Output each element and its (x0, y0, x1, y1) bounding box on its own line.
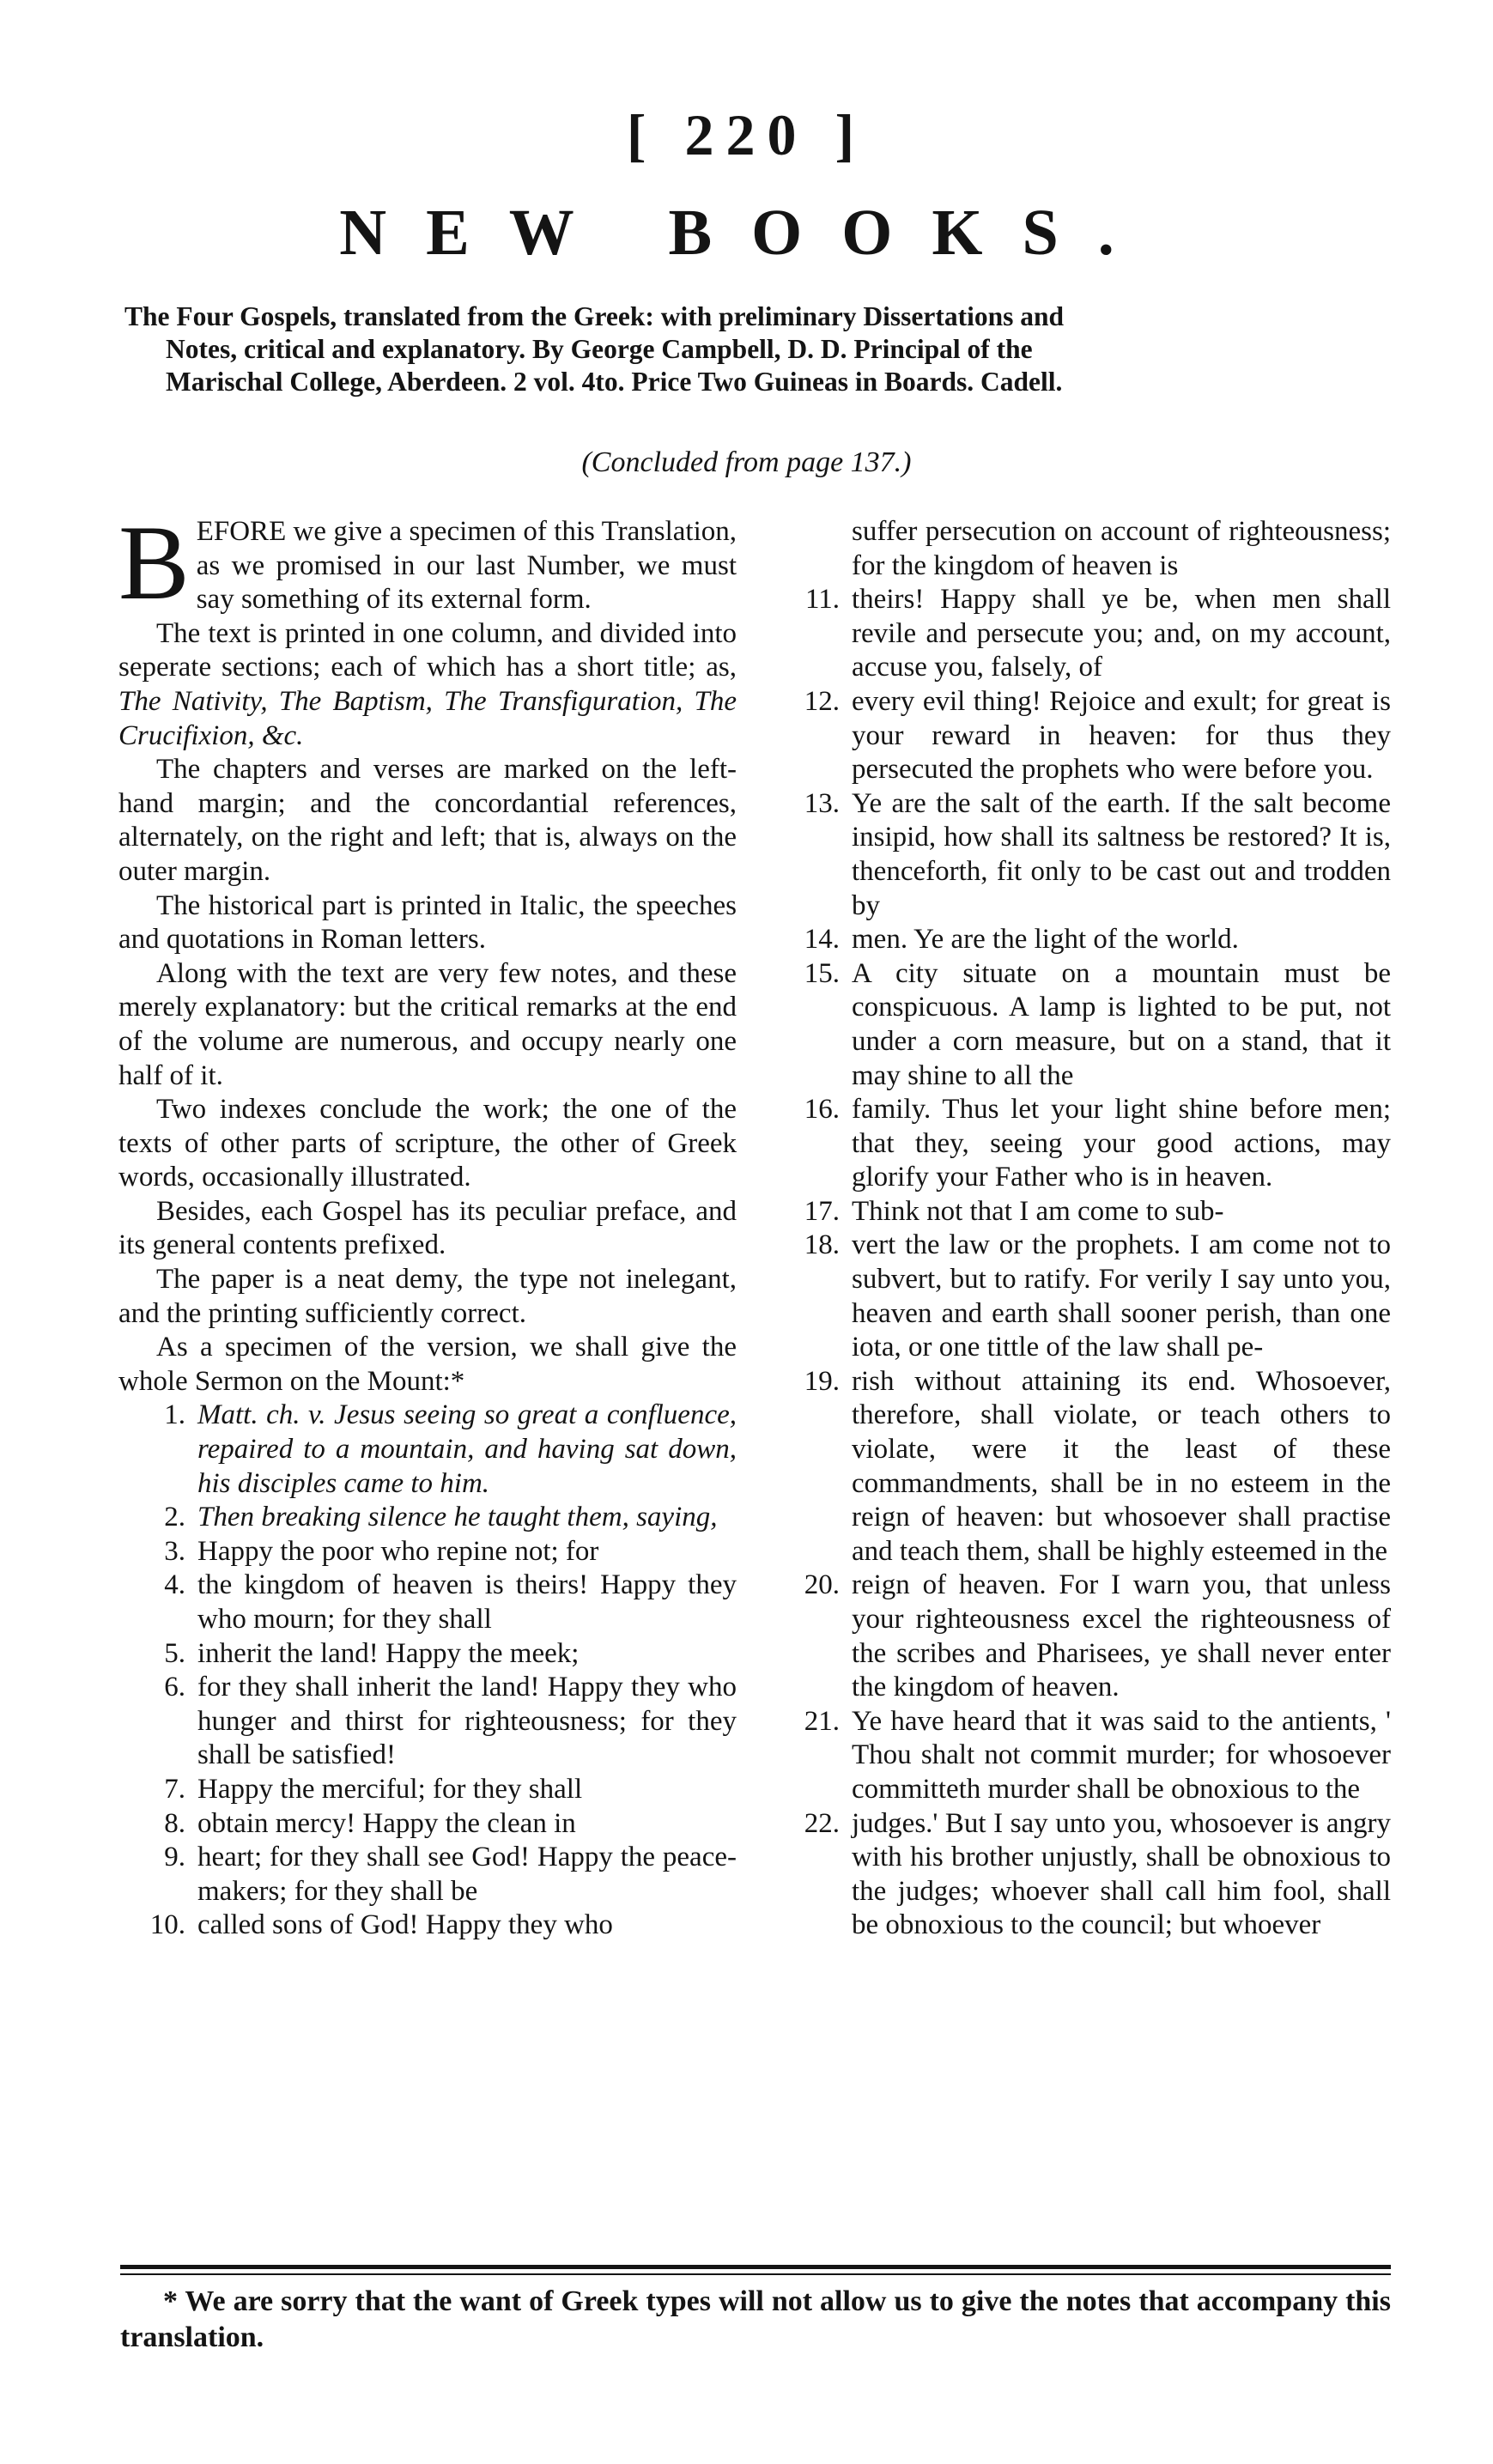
verse-number: 19. (804, 1365, 840, 1397)
paragraph-italic: The historical part is printed in Italic, the speeches and quotations in Roman letters. (118, 889, 737, 956)
book-entry (124, 300, 1391, 398)
verse-number: 11. (804, 584, 840, 616)
verse-text: Ye have heard that it was said to the antients, ' Thou shalt not commit murder; for whosoever committeth murder shall be obnoxious to the (852, 1705, 1391, 1805)
footnote (120, 2284, 1391, 2356)
paragraph-paper: The paper is a neat demy, the type not inelegant, and the printing sufficiently correct. (118, 1264, 737, 1329)
verse-number: 10. (149, 1909, 185, 1941)
verse-row (118, 1501, 737, 1535)
verse-text: men. Ye are the light of the world. (852, 924, 1239, 956)
paragraph-indexes: Two indexes conclude the work; the one of the texts of other parts of scripture, the other of Greek words, occasionally illustrated. (118, 1094, 737, 1193)
verse-row (773, 685, 1391, 787)
verse-text: Ye are the salt of the earth. If the salt become insipid, how shall its saltness be restored? It is, thenceforth, fit only to be cast out and trodden by (852, 787, 1391, 921)
verse-row (118, 1841, 737, 1909)
verse-text: vert the law or the prophets. I am come not to subvert, but to ratify. For verily I say unto you, heaven and earth shall sooner perish, than one iota, or one tittle of the law shall pe- (852, 1229, 1391, 1363)
verse-text: family. Thus let your light shine before men; that they, seeing your good actions, may glorify your Father who is in heaven. (852, 1094, 1391, 1193)
verse-row (773, 1365, 1391, 1569)
verse-number: 12. (804, 685, 840, 717)
verse-text: Happy the poor who repine not; for (197, 1535, 599, 1567)
verse-number: 4. (164, 1569, 185, 1601)
page-title: NEW BOOKS. (339, 197, 1154, 269)
verse-row (773, 1569, 1391, 1704)
verse-row (118, 1671, 737, 1773)
concluded-note: (Concluded from page 137.) (581, 446, 912, 478)
verse-text: judges.' But I say unto you, whosoever is angry with his brother unjustly, shall be obnoxious to the judges; whoever shall call him fool, shall be obnoxious to the council; but whoever (852, 1807, 1391, 1941)
verse-number: 6. (164, 1672, 185, 1703)
verse-row (773, 923, 1391, 957)
verse-text: called sons of God! Happy they who (197, 1909, 613, 1941)
verse-text: Think not that I am come to sub- (852, 1195, 1224, 1227)
left-column (118, 504, 737, 1943)
book-entry-line-1: The Four Gospels, translated from the Greek: with preliminary Dissertations and (124, 301, 1065, 331)
verse-text: reign of heaven. For I warn you, that unless your righteousness excel the righteousness of the scribes and Pharisees, ye shall never enter the kingdom of heaven. (852, 1569, 1391, 1703)
verse-text: rish without attaining its end. Whosoever, therefore, shall violate, or teach others to violate, were it the least of these commandments, shall be in no esteem in the reign of heaven: but whosoever shall practise and teach them, shall be highly esteemed in the (852, 1365, 1391, 1567)
verse-number: 17. (804, 1195, 840, 1227)
intro-text: EFORE we give a specimen of this Translation, as we promised in our last Number, we must say something of its external form. (196, 516, 737, 616)
verse-number: 9. (164, 1842, 185, 1873)
verse-text: Then breaking silence he taught them, saying, (197, 1502, 718, 1533)
verse-number: 16. (804, 1094, 840, 1126)
verse-text: for they shall inherit the land! Happy they who hunger and thirst for righteousness; for they shall be satisfied! (197, 1672, 737, 1771)
verse-row (118, 1399, 737, 1501)
verse-row (773, 787, 1391, 923)
verse-row (118, 1535, 737, 1569)
book-entry-line-2: Notes, critical and explanatory. By George Campbell, D. D. Principal of the (166, 334, 1033, 364)
verse-number: 3. (164, 1535, 185, 1567)
verse-row (773, 1229, 1391, 1364)
paragraph-chapters: The chapters and verses are marked on the left-hand margin; and the concordantial references, alternately, on the right and left; that is, always on the outer margin. (118, 754, 737, 887)
paragraph-notes: Along with the text are very few notes, and these merely explanatory: but the critical remarks at the end of the volume are numerous, and occupy nearly one half of it. (118, 957, 737, 1091)
footnote-text: * We are sorry that the want of Greek types will not allow us to give the notes that accompany this translation. (120, 2285, 1391, 2353)
drop-cap: B (118, 504, 190, 622)
intro-paragraph (118, 504, 737, 622)
section-titles: The Nativity, The Baptism, The Transfiguration, The Crucifixion, &c. (118, 685, 737, 751)
verse-number: 13. (804, 787, 840, 819)
verse-row (773, 1807, 1391, 1943)
verse-number: 5. (164, 1637, 185, 1669)
verse-number: 22. (804, 1807, 840, 1839)
right-column (773, 515, 1391, 1943)
verse-text: heart; for they shall see God! Happy the peace-makers; for they shall be (197, 1842, 737, 1907)
footnote-divider-thin (120, 2273, 1391, 2275)
verse-row (118, 1909, 737, 1943)
paragraph-format (118, 617, 737, 753)
verse-text: the kingdom of heaven is theirs! Happy they who mourn; for they shall (197, 1569, 737, 1635)
verse-number: 18. (804, 1229, 840, 1261)
verse-number-blank (773, 515, 852, 583)
verse-row (773, 957, 1391, 1093)
verse-number: 2. (164, 1502, 185, 1533)
verse-row (773, 1093, 1391, 1195)
footnote-divider (120, 2265, 1391, 2269)
verse-text: every evil thing! Rejoice and exult; for great is your reward in heaven: for thus they persecuted the prophets who were before you. (852, 685, 1391, 786)
verse-text: Happy the merciful; for they shall (197, 1773, 583, 1805)
verse-number: 8. (164, 1807, 185, 1839)
verse-row (773, 1195, 1391, 1229)
verse-number: 7. (164, 1773, 185, 1805)
verse-row (773, 515, 1391, 583)
verse-number: 1. (164, 1399, 185, 1431)
paragraph-specimen: As a specimen of the version, we shall give the whole Sermon on the Mount:* (118, 1332, 737, 1397)
paragraph-format-text: The text is printed in one column, and divided into seperate sections; each of which has a short title; as, (118, 617, 737, 683)
verse-number: 20. (804, 1569, 840, 1601)
verse-number: 14. (804, 924, 840, 956)
verse-text: obtain mercy! Happy the clean in (197, 1807, 576, 1839)
verse-row (118, 1569, 737, 1636)
verse-text: Matt. ch. v. Jesus seeing so great a confluence, repaired to a mountain, and having sat down, his disciples came to him. (197, 1399, 737, 1499)
verse-row (773, 583, 1391, 685)
verse-row (118, 1807, 737, 1842)
verse-row (118, 1773, 737, 1807)
verse-text: inherit the land! Happy the meek; (197, 1637, 580, 1669)
verse-text: A city situate on a mountain must be conspicuous. A lamp is lighted to be put, not under a corn measure, but on a stand, that it may shine to all the (852, 957, 1391, 1091)
book-entry-line-3: Marischal College, Aberdeen. 2 vol. 4to. Price Two Guineas in Boards. Cadell. (166, 367, 1063, 397)
verse-text: theirs! Happy shall ye be, when men shall revile and persecute you; and, on my account, accuse you, falsely, of (852, 584, 1391, 683)
verse-text: suffer persecution on account of righteousness; for the kingdom of heaven is (852, 516, 1391, 581)
verse-row (773, 1705, 1391, 1807)
verse-row (118, 1637, 737, 1672)
page-number: [ 220 ] (626, 102, 867, 167)
verse-number: 21. (804, 1705, 840, 1737)
paragraph-preface: Besides, each Gospel has its peculiar preface, and its general contents prefixed. (118, 1195, 737, 1261)
verse-number: 15. (804, 957, 840, 989)
